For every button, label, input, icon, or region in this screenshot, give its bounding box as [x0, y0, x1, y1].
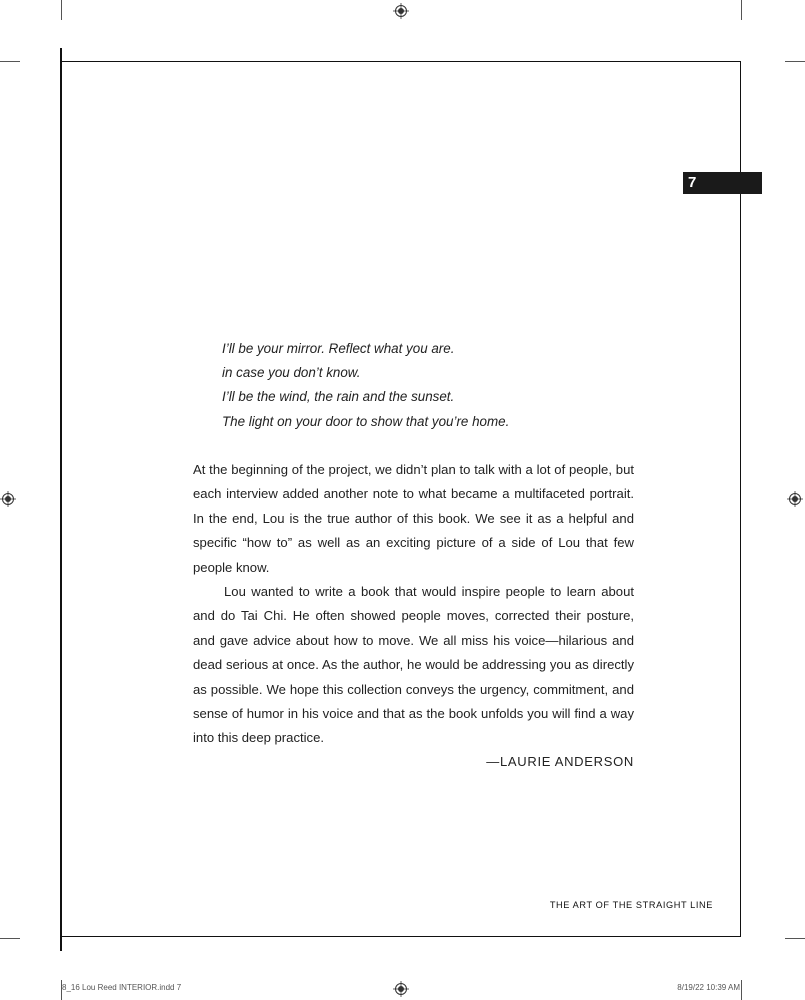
- epigraph: [222, 337, 622, 434]
- epigraph-line: I’ll be your mirror. Reflect what you are.: [222, 341, 455, 356]
- epigraph-line: The light on your door to show that you’re home.: [222, 413, 510, 429]
- registration-mark-top: [393, 3, 409, 19]
- slug-timestamp: 8/19/22 10:39 AM: [677, 983, 740, 992]
- running-foot: THE ART OF THE STRAIGHT LINE: [549, 900, 713, 910]
- chapter-number-tab: 7: [683, 172, 762, 194]
- epigraph-line: in case you don’t know.: [222, 365, 361, 381]
- crop-mark-bottom-right-h: [785, 938, 805, 939]
- crop-mark-top-left-v: [61, 0, 62, 20]
- slug-file-name: 8_16 Lou Reed INTERIOR.indd 7: [62, 983, 182, 992]
- registration-mark-left: [0, 491, 16, 507]
- registration-mark-bottom: [393, 981, 409, 997]
- crop-mark-bottom-right-v: [741, 980, 742, 1000]
- crop-mark-top-right-h: [785, 61, 805, 62]
- crop-mark-bottom-left-h: [0, 938, 20, 939]
- epigraph-line: I’ll be the wind, the rain and the sunset.: [222, 389, 455, 405]
- registration-mark-right: [787, 491, 803, 507]
- body-paragraph: At the beginning of the project, we didn’t plan to talk with a lot of people, but each interview added another note to what became a multifaceted portrait. In the end, Lou is the true author of this book. We see it as a helpful and specific “how to” as well as an exciting picture of a side of Lou that few people know.: [193, 462, 634, 575]
- crop-mark-top-right-v: [741, 0, 742, 20]
- attribution: —LAURIE ANDERSON: [486, 754, 634, 769]
- body-text: [193, 458, 634, 751]
- body-paragraph: Lou wanted to write a book that would inspire people to learn about and do Tai Chi. He often showed people moves, corrected their posture, and gave advice about how to move. We all miss his voice—hilarious and dead serious at once. As the author, he would be addressing you as directly as possible. We hope this collection conveys the urgency, commitment, and sense of humor in his voice and that as the book unfolds you will find a way into this deep practice.: [193, 584, 634, 746]
- crop-mark-top-left-h: [0, 61, 20, 62]
